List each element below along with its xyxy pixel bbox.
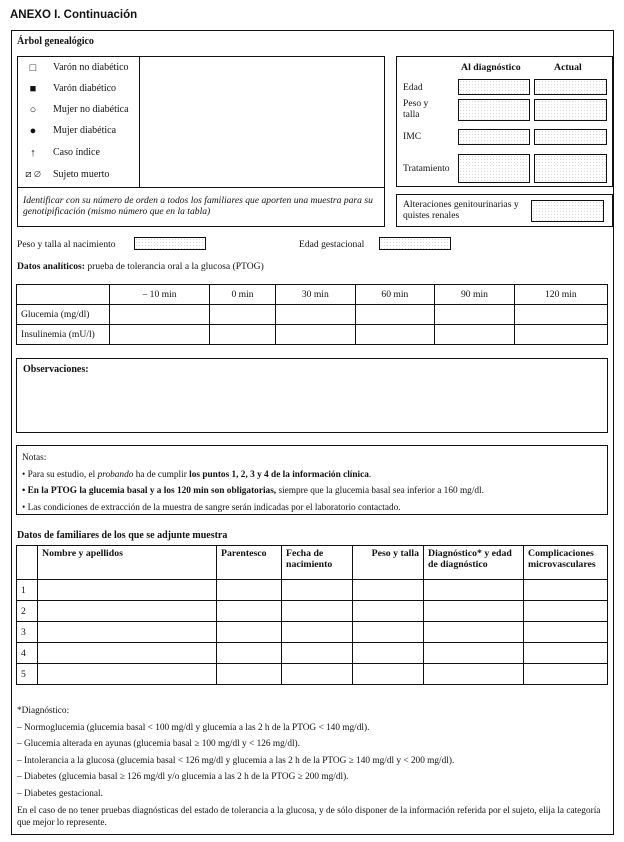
table-row [17,580,608,601]
edad-diagnostico-field[interactable] [458,79,530,95]
familiares-table [16,545,608,685]
ptog-col-header: – 10 min [110,285,210,305]
fam-cell[interactable] [217,580,282,601]
peso-talla-diagnostico-field[interactable] [458,99,530,121]
fam-cell[interactable] [282,664,353,685]
row-label-tratamiento: Tratamiento [403,163,450,174]
ptog-col-header: 60 min [355,285,435,305]
diagnostico-item: – Diabetes (glucemia basal ≥ 126 mg/dl y/o glucemia a las 2 h de la PTOG ≥ 200 mg/dl). [17,772,349,782]
imc-actual-field[interactable] [534,129,607,145]
ptog-cell[interactable] [514,305,607,325]
fam-col-diagnostico: Diagnóstico* y edad de diagnóstico [424,546,524,580]
clinical-box [396,56,613,187]
ptog-cell[interactable] [355,325,435,345]
circle-outline-icon: ○ [29,103,37,116]
fam-cell[interactable] [38,601,217,622]
fam-cell[interactable] [524,601,608,622]
diagnostico-footnote [17,703,607,829]
legend-item [18,120,116,141]
legend-label: Mujer no diabética [53,104,129,115]
ptog-header-row [17,285,608,305]
fam-col-nombre: Nombre y apellidos [38,546,217,580]
ptog-cell[interactable] [276,325,356,345]
nota-text: . [368,469,372,480]
legend-label: Varón no diabético [53,62,129,73]
fam-cell[interactable] [353,622,424,643]
fam-cell[interactable] [524,580,608,601]
peso-talla-actual-field[interactable] [534,99,607,121]
col-actual: Actual [554,62,582,73]
edad-gestacional-field[interactable] [379,237,451,250]
alteraciones-label: Alteraciones genitourinarias y quistes renales [403,199,519,221]
pedigree-note: Identificar con su número de orden a todos los familiares que aporten una muestra para su genotipificación (mismo número que en la tabla) [18,187,384,227]
legend-label: Mujer diabética [53,125,117,136]
nota-text: siempre que la glucemia basal sea inferior a 160 mg/dl. [276,486,484,496]
fam-cell[interactable] [353,664,424,685]
alteraciones-box [396,194,613,227]
ptog-cell[interactable] [514,325,607,345]
table-row [17,622,608,643]
square-outline-icon: □ [29,61,37,74]
table-row [17,643,608,664]
ptog-cell[interactable] [110,305,210,325]
nota-text: • Para su estudio, el [22,469,98,480]
datos-analiticos-rest: prueba de tolerancia oral a la glucosa (PTOG) [84,261,264,272]
fam-cell[interactable] [217,622,282,643]
fam-cell[interactable] [282,643,353,664]
legend-column [18,57,140,187]
fam-cell[interactable] [424,664,524,685]
edad-gestacional-label: Edad gestacional [299,239,365,250]
fam-cell[interactable] [282,601,353,622]
fam-cell[interactable] [282,580,353,601]
crossed-shapes-icon: ⧄ ∅ [25,169,41,180]
row-number: 1 [17,580,38,601]
legend-item [18,78,116,99]
ptog-col-header: 120 min [514,285,607,305]
row-number: 4 [17,643,38,664]
fam-cell[interactable] [424,622,524,643]
ptog-col-header: 90 min [435,285,515,305]
diagnostico-footer: En el caso de no tener pruebas diagnósticas del estado de tolerancia a la glucosa, y de sólo disponer de la información referida por el sujeto, elija la categoría que mejor lo represente. [17,806,601,828]
fam-cell[interactable] [282,622,353,643]
observaciones-box[interactable] [16,358,608,433]
fam-cell[interactable] [38,643,217,664]
nota-bold: • En la PTOG la glucemia basal y a los 120 min son obligatorias, [22,486,277,496]
diagnostico-item: – Diabetes gestacional. [17,788,103,799]
datos-analiticos-bold: Datos analíticos: [17,261,85,272]
fam-cell[interactable] [524,664,608,685]
ptog-table [16,284,608,345]
ptog-row-glucemia [17,305,608,325]
fam-cell[interactable] [217,601,282,622]
ptog-corner-cell [17,285,110,305]
row-number: 5 [17,664,38,685]
diagnostico-item: – Intolerancia a la glucosa (glucemia basal < 126 mg/dl y glucemia a las 2 h de la PTOG ≥ 140 mg/dl y < 200 mg/dl). [17,755,455,766]
notas-heading: Notas: [22,453,47,463]
legend-item [18,99,129,120]
tratamiento-diagnostico-field[interactable] [458,154,530,183]
legend-item [18,57,129,78]
fam-col-parentesco: Parentesco [217,546,282,580]
ptog-cell[interactable] [110,325,210,345]
page-title: ANEXO I. Continuación [10,9,138,21]
row-label-peso-talla: Peso y talla [403,98,429,120]
nota-2 [22,483,602,500]
nota-text: ha de cumplir [133,469,190,480]
ptog-row-label: Glucemia (mg/dl) [17,305,110,325]
legend-label: Caso índice [53,147,100,158]
peso-nacimiento-field[interactable] [134,237,206,250]
imc-diagnostico-field[interactable] [458,129,530,145]
fam-cell[interactable] [424,580,524,601]
fam-cell[interactable] [38,622,217,643]
fam-cell[interactable] [353,580,424,601]
arbol-heading: Árbol genealógico [17,36,94,47]
tratamiento-actual-field[interactable] [534,154,607,183]
col-al-diagnostico: Al diagnóstico [461,62,521,73]
diagnostico-item: – Normoglucemia (glucemia basal < 100 mg/dl y glucemia a las 2 h de la PTOG < 140 mg/dl). [17,722,370,733]
ptog-cell[interactable] [276,305,356,325]
table-row [17,601,608,622]
nota-bold: los puntos 1, 2, 3 y 4 de la información clínica [189,469,369,480]
ptog-cell[interactable] [210,325,276,345]
fam-cell[interactable] [424,643,524,664]
ptog-cell[interactable] [435,305,515,325]
fam-cell[interactable] [524,643,608,664]
row-label-imc: IMC [403,131,422,142]
square-filled-icon: ■ [29,82,37,95]
diagnostico-heading: *Diagnóstico: [17,706,70,716]
legend-label: Sujeto muerto [53,169,110,180]
fam-col-fecha: Fecha de nacimiento [282,546,353,580]
nota-3: • Las condiciones de extracción de la muestra de sangre serán indicadas por el laboratorio contactado. [22,502,401,513]
fam-cell[interactable] [38,664,217,685]
datos-analiticos-heading [17,261,264,272]
row-label-edad: Edad [403,82,423,93]
nota-italic: probando [97,469,134,480]
ptog-row-insulinemia [17,325,608,345]
familiares-heading: Datos de familiares de los que se adjunte muestra [17,530,228,541]
fam-cell[interactable] [38,580,217,601]
ptog-row-label: Insulinemia (mU/l) [17,325,110,345]
fam-cell[interactable] [424,601,524,622]
table-row [17,664,608,685]
nota-1 [22,467,602,484]
circle-filled-icon: ● [29,124,37,137]
fam-col-num [17,546,38,580]
pedigree-drawing-area[interactable] [140,57,384,187]
ptog-col-header: 30 min [276,285,356,305]
fam-cell[interactable] [353,601,424,622]
pedigree-box [17,56,385,227]
fam-cell[interactable] [217,643,282,664]
peso-nacimiento-label: Peso y talla al nacimiento [17,239,116,250]
ptog-cell[interactable] [355,305,435,325]
edad-actual-field[interactable] [534,79,607,95]
diagnostico-item: – Glucemia alterada en ayunas (glucemia basal ≥ 100 mg/dl y < 126 mg/dl). [17,739,300,749]
arrow-up-icon: ↑ [30,146,36,159]
ptog-cell[interactable] [210,305,276,325]
notas-box [16,445,608,515]
fam-col-complicaciones: Complicaciones microvasculares [524,546,608,580]
fam-cell[interactable] [217,664,282,685]
legend-item [18,142,100,163]
fam-col-peso: Peso y talla [353,546,424,580]
row-number: 2 [17,601,38,622]
observaciones-label: Observaciones: [23,364,89,375]
fam-cell[interactable] [353,643,424,664]
fam-cell[interactable] [524,622,608,643]
row-number: 3 [17,622,38,643]
legend-label: Varón diabético [53,83,117,94]
legend-item [18,164,109,185]
alteraciones-field[interactable] [531,200,604,222]
ptog-col-header: 0 min [210,285,276,305]
familiares-header-row [17,546,608,580]
ptog-cell[interactable] [435,325,515,345]
